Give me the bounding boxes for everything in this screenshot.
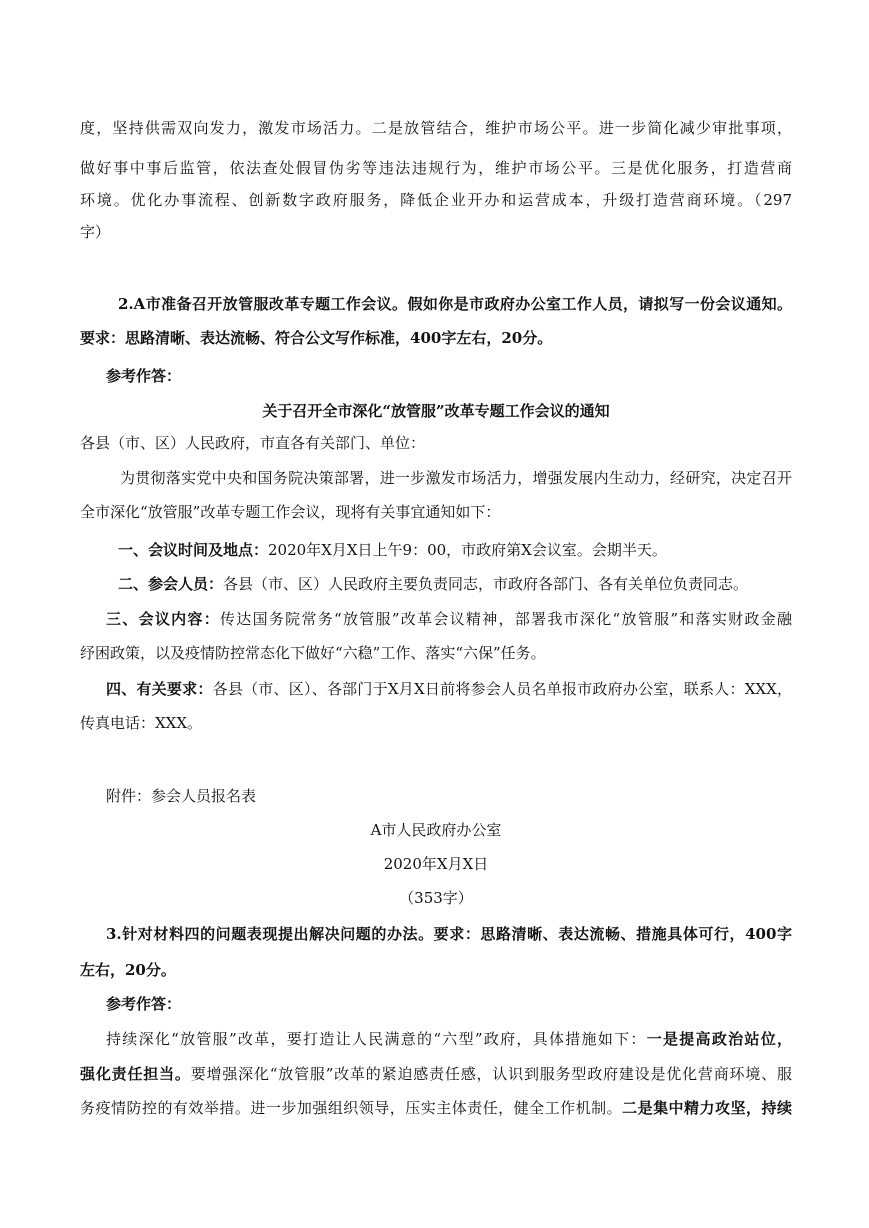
- section-4-heading: 四、有关要求：: [106, 680, 213, 698]
- carryover-line-2: 做好事中事后监管，依法查处假冒伪劣等违法违规行为，维护市场公平。三是优化服务，打造营商: [80, 159, 792, 177]
- answer-line-2-text: 要增强深化“放管服”改革的紧迫感责任感，认识到服务型政府建设是优化营商环境、服: [190, 1065, 792, 1083]
- notice-addressee: 各县（市、区）人民政府，市直各有关部门、单位：: [80, 434, 426, 452]
- answer-point-2-heading: 二是集中精力攻坚，持续: [622, 1099, 792, 1117]
- carryover-line-4: 字）: [80, 223, 111, 241]
- notice-attachment: 附件：参会人员报名表: [106, 787, 257, 805]
- section-2-heading: 二、参会人员：: [118, 575, 224, 593]
- question-2-line-1: 2.A市准备召开放管服改革专题工作会议。假如你是市政府办公室工作人员，请拟写一份会议通知。: [118, 295, 792, 313]
- section-3-text-1: 传达国务院常务“放管服”改革会议精神，部署我市深化“放管服”和落实财政金融: [220, 610, 792, 628]
- question-2-line-2: 要求：思路清晰、表达流畅、符合公文写作标准，400字左右，20分。: [80, 329, 553, 347]
- answer-line-3-text: 务疫情防控的有效举措。进一步加强组织领导，压实主体责任，健全工作机制。: [80, 1099, 623, 1117]
- notice-intro-line-2: 全市深化“放管服”改革专题工作会议，现将有关事宜通知如下：: [80, 503, 501, 521]
- notice-date: 2020年X月X日: [383, 855, 489, 873]
- answer-point-1-heading-a: 一是提高政治站位，: [646, 1030, 792, 1048]
- notice-section-3: [106, 609, 792, 629]
- notice-title: 关于召开全市深化“放管服”改革专题工作会议的通知: [262, 402, 610, 420]
- question-3-line-2: 左右，20分。: [80, 961, 176, 979]
- answer-line-1-text: 持续深化“放管服”改革，要打造让人民满意的“六型”政府，具体措施如下：: [106, 1030, 647, 1048]
- notice-intro-line-1: 为贯彻落实党中央和国务院决策部署，进一步激发市场活力，增强发展内生动力，经研究，决定召开: [120, 469, 792, 487]
- answer-line-3: [80, 1098, 792, 1118]
- carryover-line-1: 度，坚持供需双向发力，激发市场活力。二是放管结合，维护市场公平。进一步简化减少审批事项，: [80, 119, 792, 137]
- notice-section-1: [118, 540, 792, 560]
- notice-section-4: [106, 679, 792, 699]
- answer-line-2: [80, 1064, 792, 1084]
- question-3-reference-label: 参考作答：: [106, 995, 182, 1013]
- section-3-heading: 三、会议内容：: [106, 610, 221, 628]
- question-3-line-1: 3.针对材料四的问题表现提出解决问题的办法。要求：思路清晰、表达流畅、措施具体可行，400字: [106, 925, 792, 943]
- notice-section-2: [118, 574, 792, 594]
- section-1-heading: 一、会议时间及地点：: [118, 541, 269, 559]
- section-2-text: 各县（市、区）人民政府主要负责同志，市政府各部门、各有关单位负责同志。: [223, 575, 749, 593]
- question-2-reference-label: 参考作答：: [106, 367, 182, 385]
- section-4-text-2: 传真电话：XXX。: [80, 714, 203, 732]
- section-4-text-1: 各县（市、区）、各部门于X月X日前将参会人员名单报市政府办公室，联系人：XXX，: [212, 680, 792, 698]
- notice-word-count: （353字）: [399, 889, 473, 907]
- section-1-text: 2020年X月X日上午9：00，市政府第X会议室。会期半天。: [268, 541, 667, 559]
- carryover-line-3: 环境。优化办事流程、创新数字政府服务，降低企业开办和运营成本，升级打造营商环境。（297: [80, 191, 792, 209]
- answer-point-1-heading-b: 强化责任担当。: [80, 1065, 191, 1083]
- section-3-text-2: 纾困政策，以及疫情防控常态化下做好“六稳”工作、落实“六保”任务。: [80, 644, 546, 662]
- answer-line-1: [106, 1029, 792, 1049]
- notice-issuer: A市人民政府办公室: [370, 821, 502, 839]
